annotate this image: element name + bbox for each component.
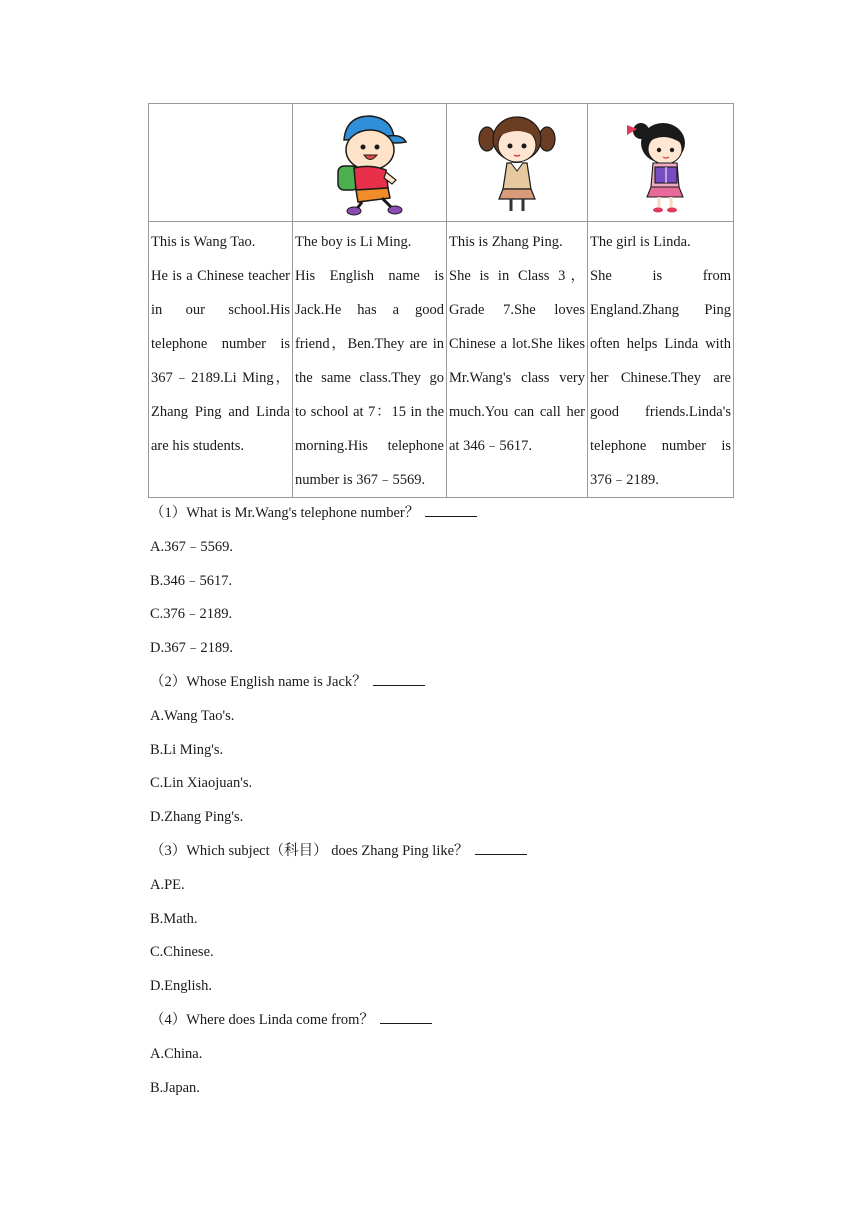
text-row	[149, 222, 734, 498]
li-ming-text-cell	[293, 222, 447, 498]
image-row	[149, 104, 734, 222]
cell-body: He is a Chinese teacher in our school.His telephone number is 367﹣2189.Li Ming，Zhang Ping and Linda are his students.	[151, 268, 290, 454]
option: A.PE.	[150, 876, 185, 893]
cell-title: The girl is Linda.	[590, 234, 691, 250]
option: A.367﹣5569.	[150, 538, 233, 555]
option: C.Chinese.	[150, 944, 214, 961]
pigtail-girl-icon	[477, 111, 557, 215]
option: A.China.	[150, 1045, 203, 1062]
question-stem: （3）Which subject（科目） does Zhang Ping like？	[150, 842, 469, 859]
option: D.367﹣2189.	[150, 640, 233, 657]
option: D.English.	[150, 978, 213, 995]
question-stem: （4）Where does Linda come from？	[150, 1011, 374, 1028]
question-stem: （2）Whose English name is Jack？	[150, 673, 367, 690]
cell-title: This is Zhang Ping.	[449, 234, 563, 250]
option: B.Math.	[150, 910, 198, 927]
option: A.Wang Tao's.	[150, 707, 235, 724]
linda-image-cell	[588, 104, 734, 222]
reading-girl-icon	[623, 113, 699, 213]
question-4	[150, 1004, 750, 1038]
zhang-ping-image-cell	[447, 104, 588, 222]
question-stem: （1）What is Mr.Wang's telephone number？	[150, 505, 420, 521]
running-boy-icon	[330, 110, 410, 216]
li-ming-image-cell	[293, 104, 447, 222]
option: B.Japan.	[150, 1079, 200, 1096]
option: C.Lin Xiaojuan's.	[150, 775, 253, 792]
option: C.376﹣2189.	[150, 606, 233, 623]
answer-blank[interactable]	[380, 1011, 432, 1024]
question-1	[150, 497, 750, 531]
reading-table	[148, 103, 734, 498]
option: B.346﹣5617.	[150, 572, 233, 589]
zhang-ping-text-cell	[447, 222, 588, 498]
cell-body: She is from England.Zhang Ping often helps Linda with her Chinese.They are good friends.Linda's telephone number is 376﹣2189.	[590, 268, 731, 488]
answer-blank[interactable]	[475, 842, 527, 855]
cell-body: She is in Class 3，Grade 7.She loves Chinese a lot.She likes Mr.Wang's class very much.You can call her at 346﹣5617.	[449, 268, 585, 454]
questions-section	[150, 497, 750, 1105]
answer-blank[interactable]	[425, 504, 477, 517]
cell-title: The boy is Li Ming.	[295, 234, 412, 250]
cell-title: This is Wang Tao.	[151, 234, 256, 250]
wang-tao-text-cell	[149, 222, 293, 498]
empty-image-cell	[149, 104, 293, 222]
option: D.Zhang Ping's.	[150, 809, 244, 826]
cell-body: His English name is Jack.He has a good friend，Ben.They are in the same class.They go to school at 7：15 in the morning.His telephone number is 367﹣5569.	[295, 268, 444, 488]
question-3	[150, 835, 750, 869]
question-2	[150, 666, 750, 700]
option: B.Li Ming's.	[150, 741, 224, 758]
linda-text-cell	[588, 222, 734, 498]
answer-blank[interactable]	[373, 673, 425, 686]
